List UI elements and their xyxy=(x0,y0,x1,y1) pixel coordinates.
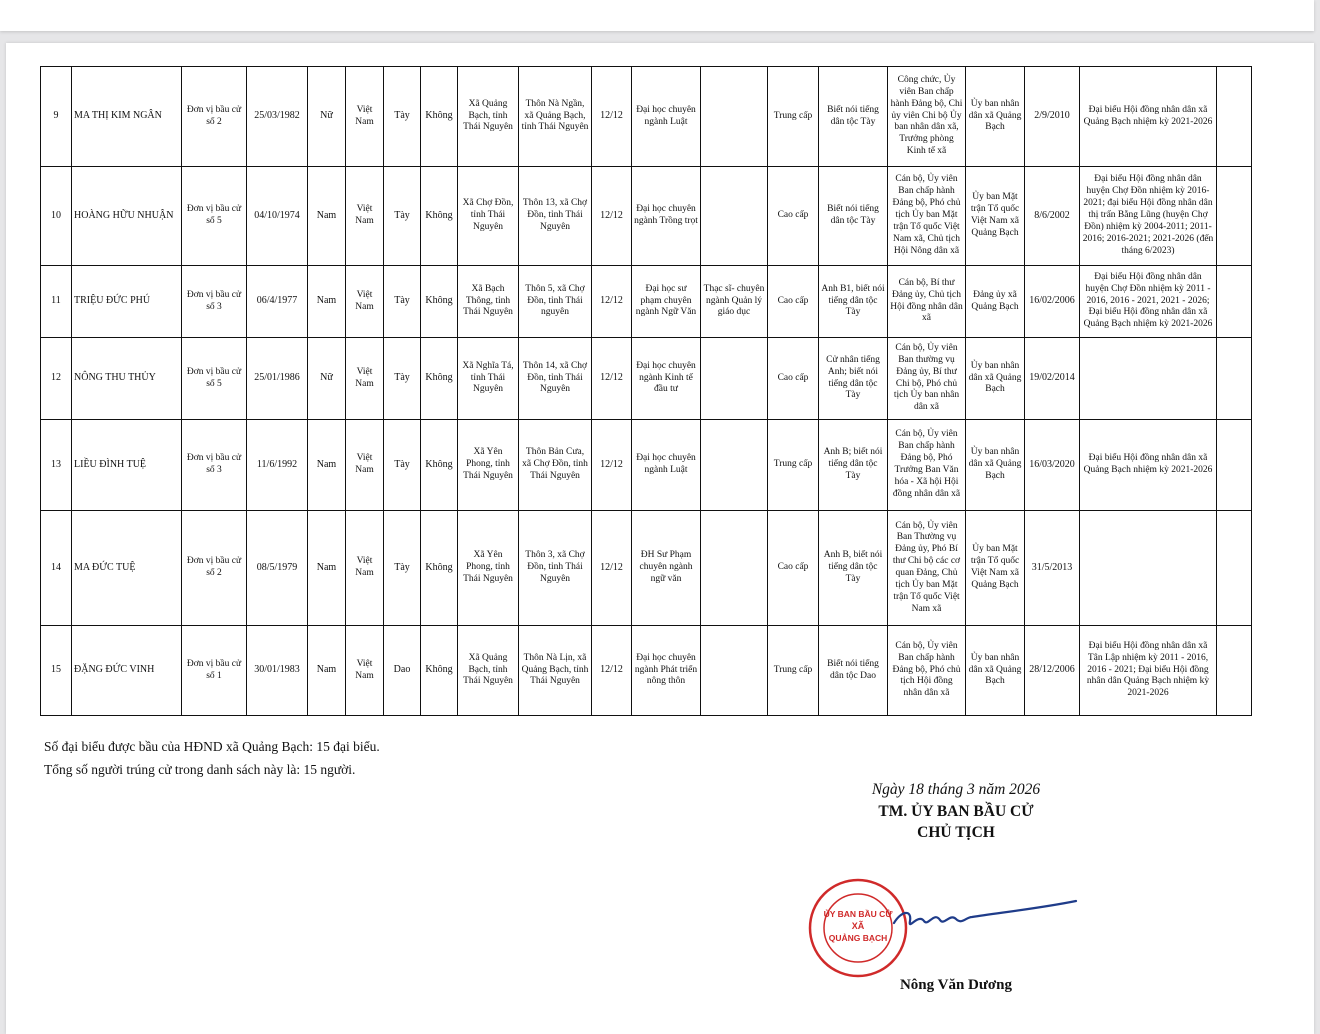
cell-political-theory: Trung cấp xyxy=(768,67,819,167)
cell-position: Cán bộ, Ủy viên Ban chấp hành Đảng bộ, Phó Trưởng Ban Văn hóa - Xã hội Hội đồng nhân dân xã xyxy=(888,420,966,511)
cell-academic-degree xyxy=(701,167,768,266)
cell-ethnicity: Tày xyxy=(384,420,421,511)
cell-empty xyxy=(1217,626,1252,716)
cell-delegate-history: Đại biểu Hội đồng nhân dân huyện Chợ Đồn nhiệm kỳ 2016-2021; đại biểu Hội đồng nhân dân thị trấn Bằng Lũng (huyện Chợ Đồn) nhiệm kỳ 2004-2011; 2011-2016; 2016-2021; 2021-2026 (đến tháng 6/2023) xyxy=(1080,167,1217,266)
cell-dob: 25/01/1986 xyxy=(247,338,308,420)
cell-party-date: 31/5/2013 xyxy=(1025,511,1080,626)
cell-general-education: 12/12 xyxy=(592,67,632,167)
cell-general-education: 12/12 xyxy=(592,266,632,338)
cell-religion: Không xyxy=(421,626,458,716)
cell-gender: Nữ xyxy=(308,338,346,420)
cell-workplace: Ủy ban Mặt trận Tổ quốc Việt Nam xã Quảng Bạch xyxy=(966,511,1025,626)
cell-language: Biết nói tiếng dân tộc Dao xyxy=(819,626,888,716)
cell-hometown: Xã Chợ Đồn, tỉnh Thái Nguyên xyxy=(458,167,519,266)
cell-language: Cử nhân tiếng Anh; biết nói tiếng dân tộc Tày xyxy=(819,338,888,420)
signature-organization: TM. ỦY BAN BẦU CỬ xyxy=(878,803,1034,820)
cell-academic-degree xyxy=(701,626,768,716)
cell-position: Cán bộ, Ủy viên Ban chấp hành Đảng bộ, Phó chủ tịch Hội đồng nhân dân xã xyxy=(888,626,966,716)
cell-unit: Đơn vị bầu cử số 5 xyxy=(182,167,247,266)
footer-total-elected: Tổng số người trúng cử trong danh sách này là: 15 người. xyxy=(44,762,356,777)
cell-empty xyxy=(1217,420,1252,511)
cell-party-date: 2/9/2010 xyxy=(1025,67,1080,167)
cell-delegate-history xyxy=(1080,511,1217,626)
cell-name: HOÀNG HỮU NHUẬN xyxy=(72,167,182,266)
cell-stt: 10 xyxy=(41,167,72,266)
cell-professional-degree: Đại học chuyên ngành Kinh tế đầu tư xyxy=(632,338,701,420)
cell-gender: Nam xyxy=(308,511,346,626)
svg-text:XÃ: XÃ xyxy=(851,921,865,931)
elected-delegates-table xyxy=(40,66,1252,716)
official-seal-and-signature xyxy=(806,873,1106,983)
cell-political-theory: Cao cấp xyxy=(768,511,819,626)
cell-ethnicity: Tày xyxy=(384,167,421,266)
cell-workplace: Đảng ủy xã Quảng Bạch xyxy=(966,266,1025,338)
cell-ethnicity: Tày xyxy=(384,266,421,338)
cell-gender: Nữ xyxy=(308,67,346,167)
cell-nationality: Việt Nam xyxy=(346,67,384,167)
cell-unit: Đơn vị bầu cử số 2 xyxy=(182,511,247,626)
previous-page-edge xyxy=(0,0,1314,31)
cell-position: Cán bộ, Ủy viên Ban Thường vụ Đảng ủy, Phó Bí thư Chi bộ các cơ quan Đảng, Chủ tịch Ủy ban Mặt trận Tổ quốc Việt Nam xã xyxy=(888,511,966,626)
cell-general-education: 12/12 xyxy=(592,167,632,266)
cell-stt: 14 xyxy=(41,511,72,626)
cell-unit: Đơn vị bầu cử số 3 xyxy=(182,420,247,511)
cell-hometown: Xã Quảng Bạch, tỉnh Thái Nguyên xyxy=(458,67,519,167)
cell-general-education: 12/12 xyxy=(592,626,632,716)
cell-name: LIỀU ĐÌNH TUỆ xyxy=(72,420,182,511)
cell-religion: Không xyxy=(421,67,458,167)
table-row xyxy=(41,167,1252,266)
cell-name: MA ĐỨC TUỆ xyxy=(72,511,182,626)
cell-academic-degree xyxy=(701,420,768,511)
cell-residence: Thôn Nà Ngần, xã Quảng Bạch, tỉnh Thái Nguyên xyxy=(519,67,592,167)
cell-workplace: Ủy ban nhân dân xã Quảng Bạch xyxy=(966,67,1025,167)
cell-workplace: Ủy ban nhân dân xã Quảng Bạch xyxy=(966,420,1025,511)
cell-residence: Thôn 14, xã Chợ Đồn, tỉnh Thái Nguyên xyxy=(519,338,592,420)
cell-name: TRIỆU ĐỨC PHÚ xyxy=(72,266,182,338)
cell-stt: 9 xyxy=(41,67,72,167)
cell-hometown: Xã Nghĩa Tá, tỉnh Thái Nguyên xyxy=(458,338,519,420)
cell-gender: Nam xyxy=(308,167,346,266)
cell-academic-degree xyxy=(701,338,768,420)
svg-text:QUẢNG BẠCH: QUẢNG BẠCH xyxy=(828,933,888,943)
cell-party-date: 28/12/2006 xyxy=(1025,626,1080,716)
cell-language: Biết nói tiếng dân tộc Tày xyxy=(819,167,888,266)
cell-stt: 12 xyxy=(41,338,72,420)
cell-professional-degree: Đại học sư phạm chuyên ngành Ngữ Văn xyxy=(632,266,701,338)
cell-workplace: Ủy ban nhân dân xã Quảng Bạch xyxy=(966,338,1025,420)
cell-dob: 25/03/1982 xyxy=(247,67,308,167)
cell-delegate-history: Đại biểu Hội đồng nhân dân huyện Chợ Đồn nhiệm kỳ 2011 - 2016, 2016 - 2021, 2021 - 2026; Đại biểu Hội đồng nhân dân xã Quảng Bạch nhiệm kỳ 2021-2026 xyxy=(1080,266,1217,338)
cell-dob: 04/10/1974 xyxy=(247,167,308,266)
cell-professional-degree: Đại học chuyên ngành Luật xyxy=(632,67,701,167)
cell-ethnicity: Dao xyxy=(384,626,421,716)
cell-stt: 13 xyxy=(41,420,72,511)
handwritten-signature xyxy=(894,901,1076,924)
cell-nationality: Việt Nam xyxy=(346,626,384,716)
cell-position: Cán bộ, Bí thư Đảng ủy, Chủ tịch Hội đồng nhân dân xã xyxy=(888,266,966,338)
cell-party-date: 19/02/2014 xyxy=(1025,338,1080,420)
table-row xyxy=(41,266,1252,338)
cell-delegate-history xyxy=(1080,338,1217,420)
cell-unit: Đơn vị bầu cử số 2 xyxy=(182,67,247,167)
cell-academic-degree: Thạc sĩ- chuyên ngành Quản lý giáo dục xyxy=(701,266,768,338)
cell-hometown: Xã Yên Phong, tỉnh Thái Nguyên xyxy=(458,420,519,511)
table-row xyxy=(41,511,1252,626)
cell-religion: Không xyxy=(421,167,458,266)
cell-hometown: Xã Bạch Thông, tỉnh Thái Nguyên xyxy=(458,266,519,338)
cell-workplace: Ủy ban Mặt trận Tổ quốc Việt Nam xã Quảng Bạch xyxy=(966,167,1025,266)
red-seal xyxy=(810,880,906,976)
cell-general-education: 12/12 xyxy=(592,420,632,511)
cell-gender: Nam xyxy=(308,420,346,511)
cell-political-theory: Cao cấp xyxy=(768,266,819,338)
cell-nationality: Việt Nam xyxy=(346,266,384,338)
cell-unit: Đơn vị bầu cử số 5 xyxy=(182,338,247,420)
cell-dob: 08/5/1979 xyxy=(247,511,308,626)
cell-name: ĐẶNG ĐỨC VINH xyxy=(72,626,182,716)
cell-position: Cán bộ, Ủy viên Ban thường vụ Đảng ủy, Bí thư Chi bộ, Phó chủ tịch Ủy ban nhân dân xã xyxy=(888,338,966,420)
table-row xyxy=(41,67,1252,167)
cell-delegate-history: Đại biểu Hội đồng nhân dân xã Tân Lập nhiệm kỳ 2011 - 2016, 2016 - 2021; Đại biểu Hội đồng nhân dân Quảng Bạch nhiệm kỳ 2021-2026 xyxy=(1080,626,1217,716)
document-page xyxy=(6,43,1314,1034)
cell-position: Cán bộ, Ủy viên Ban chấp hành Đảng bộ, Phó chủ tịch Ủy ban Mặt trận Tổ quốc Việt Nam xã, Chủ tịch Hội Nông dân xã xyxy=(888,167,966,266)
cell-position: Công chức, Ủy viên Ban chấp hành Đảng bộ, Chi ủy viên Chi bộ Ủy ban nhân dân xã, Trưởng phòng Kinh tế xã xyxy=(888,67,966,167)
footer-total-seats: Số đại biểu được bầu của HĐND xã Quảng Bạch: 15 đại biểu. xyxy=(44,739,380,754)
cell-delegate-history: Đại biểu Hội đồng nhân dân xã Quảng Bạch nhiệm kỳ 2021-2026 xyxy=(1080,67,1217,167)
table-body xyxy=(41,67,1252,716)
cell-political-theory: Cao cấp xyxy=(768,167,819,266)
cell-professional-degree: Đại học chuyên ngành Phát triển nông thôn xyxy=(632,626,701,716)
cell-religion: Không xyxy=(421,511,458,626)
cell-dob: 06/4/1977 xyxy=(247,266,308,338)
cell-empty xyxy=(1217,266,1252,338)
cell-academic-degree xyxy=(701,511,768,626)
cell-language: Anh B; biết nói tiếng dân tộc Tày xyxy=(819,420,888,511)
signature-date: Ngày 18 tháng 3 năm 2026 xyxy=(871,781,1041,798)
cell-nationality: Việt Nam xyxy=(346,511,384,626)
cell-empty xyxy=(1217,511,1252,626)
cell-professional-degree: Đại học chuyên ngành Trồng trọt xyxy=(632,167,701,266)
cell-residence: Thôn Nà Lịn, xã Quảng Bạch, tỉnh Thái Nguyên xyxy=(519,626,592,716)
cell-gender: Nam xyxy=(308,266,346,338)
cell-political-theory: Trung cấp xyxy=(768,626,819,716)
cell-nationality: Việt Nam xyxy=(346,167,384,266)
cell-professional-degree: ĐH Sư Phạm chuyên ngành ngữ văn xyxy=(632,511,701,626)
cell-name: MA THỊ KIM NGÂN xyxy=(72,67,182,167)
cell-party-date: 16/02/2006 xyxy=(1025,266,1080,338)
cell-empty xyxy=(1217,67,1252,167)
cell-party-date: 8/6/2002 xyxy=(1025,167,1080,266)
table-row xyxy=(41,338,1252,420)
cell-ethnicity: Tày xyxy=(384,338,421,420)
cell-academic-degree xyxy=(701,67,768,167)
cell-religion: Không xyxy=(421,420,458,511)
signer-name: Nông Văn Dương xyxy=(899,977,1013,993)
cell-general-education: 12/12 xyxy=(592,511,632,626)
cell-political-theory: Cao cấp xyxy=(768,338,819,420)
cell-party-date: 16/03/2020 xyxy=(1025,420,1080,511)
cell-empty xyxy=(1217,338,1252,420)
cell-delegate-history: Đại biểu Hội đồng nhân dân xã Quảng Bạch nhiệm kỳ 2021-2026 xyxy=(1080,420,1217,511)
cell-dob: 11/6/1992 xyxy=(247,420,308,511)
cell-ethnicity: Tày xyxy=(384,511,421,626)
svg-text:ỦY BAN BẦU CỬ: ỦY BAN BẦU CỬ xyxy=(823,909,893,919)
cell-residence: Thôn Bản Cưa, xã Chợ Đồn, tỉnh Thái Nguyên xyxy=(519,420,592,511)
table-row xyxy=(41,626,1252,716)
cell-hometown: Xã Quảng Bạch, tỉnh Thái Nguyên xyxy=(458,626,519,716)
cell-stt: 11 xyxy=(41,266,72,338)
cell-residence: Thôn 13, xã Chợ Đồn, tỉnh Thái Nguyên xyxy=(519,167,592,266)
cell-empty xyxy=(1217,167,1252,266)
cell-name: NÔNG THU THỦY xyxy=(72,338,182,420)
cell-religion: Không xyxy=(421,266,458,338)
cell-residence: Thôn 5, xã Chợ Đồn, tỉnh Thái nguyên xyxy=(519,266,592,338)
cell-unit: Đơn vị bầu cử số 3 xyxy=(182,266,247,338)
cell-ethnicity: Tày xyxy=(384,67,421,167)
cell-general-education: 12/12 xyxy=(592,338,632,420)
cell-hometown: Xã Yên Phong, tỉnh Thái Nguyên xyxy=(458,511,519,626)
table-row xyxy=(41,420,1252,511)
cell-language: Anh B, biết nói tiếng dân tộc Tày xyxy=(819,511,888,626)
cell-residence: Thôn 3, xã Chợ Đồn, tỉnh Thái Nguyên xyxy=(519,511,592,626)
cell-religion: Không xyxy=(421,338,458,420)
cell-language: Anh B1, biết nói tiếng dân tộc Tày xyxy=(819,266,888,338)
cell-political-theory: Trung cấp xyxy=(768,420,819,511)
cell-professional-degree: Đại học chuyên ngành Luật xyxy=(632,420,701,511)
cell-language: Biết nói tiếng dân tộc Tày xyxy=(819,67,888,167)
cell-gender: Nam xyxy=(308,626,346,716)
signature-title: CHỦ TỊCH xyxy=(917,824,995,841)
cell-unit: Đơn vị bầu cử số 1 xyxy=(182,626,247,716)
cell-nationality: Việt Nam xyxy=(346,420,384,511)
cell-stt: 15 xyxy=(41,626,72,716)
cell-dob: 30/01/1983 xyxy=(247,626,308,716)
cell-nationality: Việt Nam xyxy=(346,338,384,420)
cell-workplace: Ủy ban nhân dân xã Quảng Bạch xyxy=(966,626,1025,716)
